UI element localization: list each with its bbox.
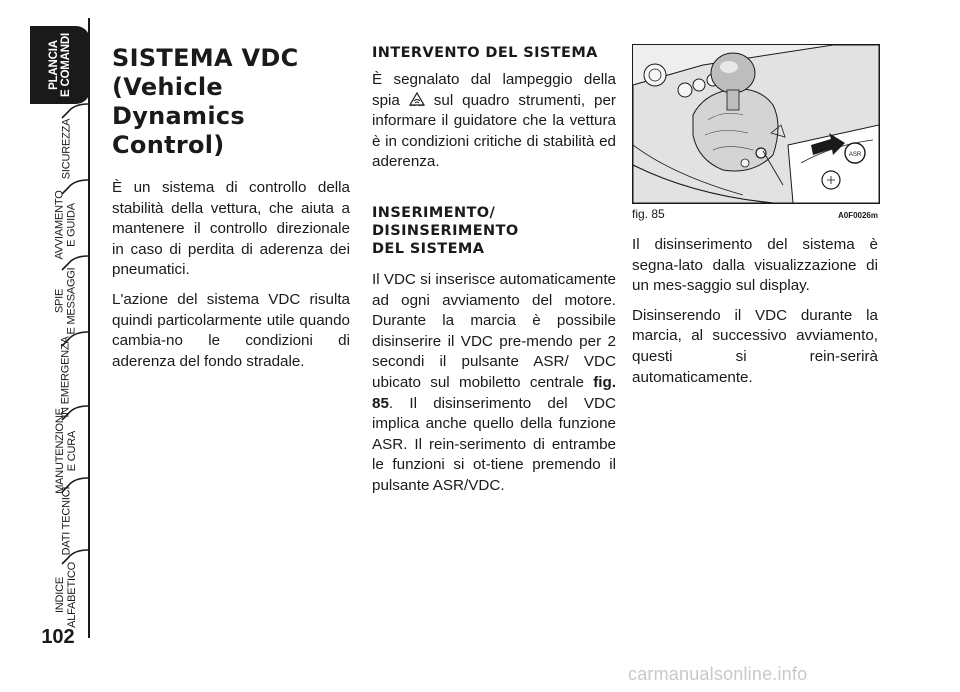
- tab-label: IN EMERGENZA: [60, 336, 72, 418]
- tab-label: PLANCIA E COMANDI: [48, 32, 73, 98]
- column-3: [632, 44, 878, 397]
- column-2: [372, 44, 616, 506]
- paragraph: Il disinserimento del sistema è segna-lato dalla visualizzazione di un mes-saggio sul display.: [632, 236, 878, 295]
- subheading-intervento: INTERVENTO DEL SISTEMA: [372, 45, 598, 61]
- tab-separators: [58, 0, 92, 640]
- tab-label: SICUREZZA: [59, 118, 72, 180]
- figure-label: fig. 85: [632, 207, 665, 221]
- tab-label: MANUTENZIONE E CURA: [54, 408, 79, 494]
- figure-reference[interactable]: fig. 85: [372, 373, 616, 412]
- figure-caption-row: [632, 207, 878, 221]
- paragraph: Il VDC si inserisce automaticamente ad ogni avviamento del motore. Durante la marcia è possibile disinserire il VDC pre-mendo per 2 secondi il pulsante ASR/ VDC ubicato sul mobiletto centrale fig. 85. Il disinserimento del VDC implica anche quello della funzione ASR. Il rein-serimento di entrambe le funzioni si ot-tiene premendo il pulsante ASR/VDC.: [372, 270, 616, 494]
- svg-text:ASR: ASR: [848, 152, 862, 158]
- paragraph: L'azione del sistema VDC risulta quindi particolarmente utile quando cambia-no le condizioni di aderenza del fondo stradale.: [112, 290, 350, 370]
- tab-label: DATI TECNICI: [59, 486, 72, 556]
- paragraph: È segnalato dal lampeggio della spia sul quadro strumenti, per informare il guidatore che la vettura è in condizioni critiche di stabilità ed aderenza.: [372, 71, 616, 171]
- tab-label: SPIE E MESSAGGI: [53, 267, 78, 335]
- tab-label: INDICE ALFABETICO: [53, 562, 78, 628]
- section-title: SISTEMA VDC (Vehicle Dynamics Control): [112, 44, 299, 159]
- paragraph: Disinserendo il VDC durante la marcia, al successivo avviamento, questi si rein-serirà automaticamente.: [632, 306, 878, 386]
- column-1: [112, 44, 350, 381]
- page-number: 102: [41, 626, 75, 648]
- center-console-drawing: [633, 45, 879, 203]
- tab-label: AVVIAMENTO E GUIDA: [53, 190, 78, 260]
- watermark: carmanualsonline.info: [628, 664, 808, 684]
- figure-85-illustration: [632, 44, 880, 204]
- figure-code: A0F0026m: [837, 211, 878, 220]
- paragraph: È un sistema di controllo della stabilità della vettura, che aiuta a mantenere il controllo direzionale in caso di perdita di aderenza dei pneumatici.: [112, 179, 350, 279]
- chapter-tabs: [0, 0, 100, 692]
- subheading-inserimento: INSERIMENTO/ DISINSERIMENTO DEL SISTEMA: [372, 204, 519, 257]
- vdc-warning-lamp-icon: [409, 92, 425, 107]
